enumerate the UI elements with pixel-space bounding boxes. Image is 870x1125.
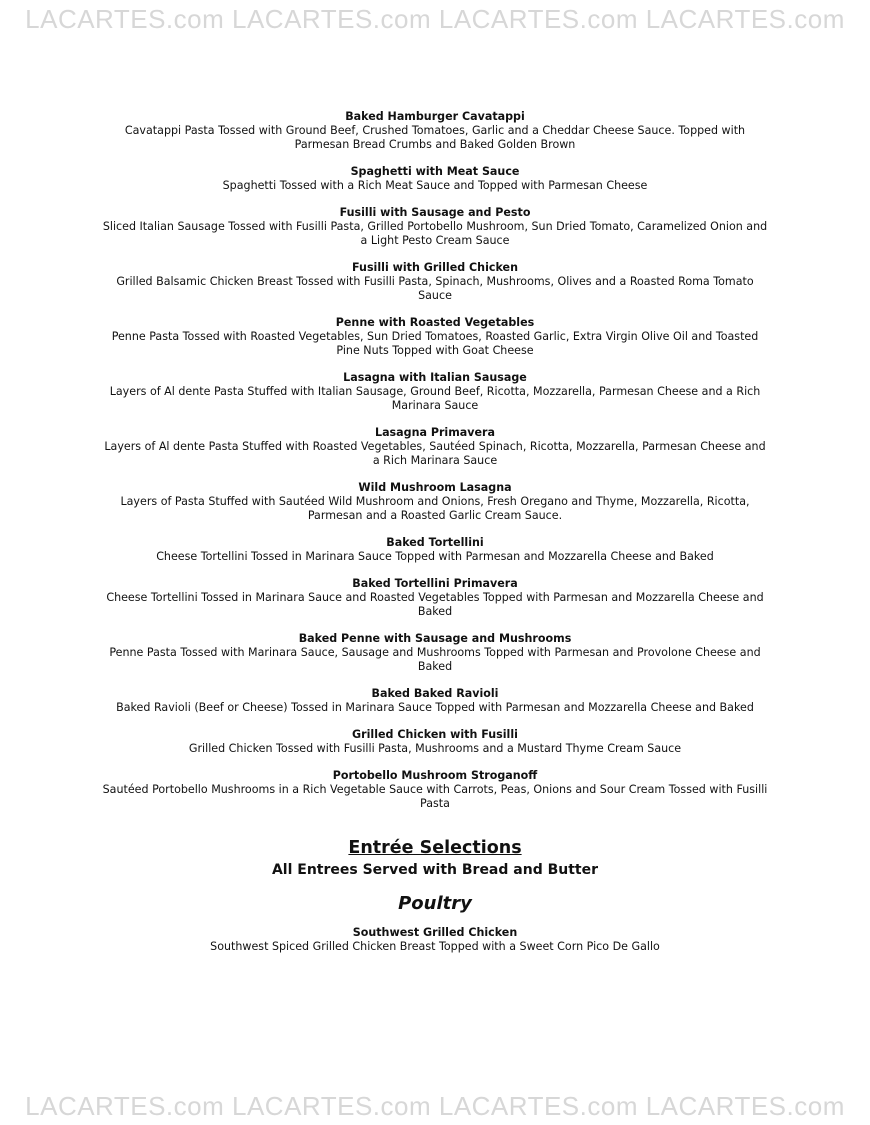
menu-item-description: Baked Ravioli (Beef or Cheese) Tossed in Marinara Sauce Topped with Parmesan and Mozzarella Cheese and Baked <box>116 701 754 714</box>
menu-page <box>100 110 770 967</box>
menu-item-name: Fusilli with Sausage and Pesto <box>339 206 531 219</box>
menu-item-name: Portobello Mushroom Stroganoff <box>332 769 538 782</box>
menu-item <box>100 206 770 248</box>
menu-item-name: Spaghetti with Meat Sauce <box>350 165 520 178</box>
menu-item-description: Grilled Balsamic Chicken Breast Tossed with Fusilli Pasta, Spinach, Mushrooms, Olives and a Roasted Roma Tomato Sauce <box>116 275 754 302</box>
menu-item <box>100 110 770 152</box>
menu-item <box>100 728 770 756</box>
menu-item-description: Layers of Al dente Pasta Stuffed with Italian Sausage, Ground Beef, Ricotta, Mozzarella, Parmesan Cheese and a Rich Marinara Sauce <box>109 385 761 412</box>
menu-item <box>100 316 770 358</box>
menu-item-description: Grilled Chicken Tossed with Fusilli Pasta, Mushrooms and a Mustard Thyme Cream Sauce <box>188 742 682 755</box>
section-title: Entrée Selections <box>348 838 522 858</box>
menu-item-description: Cheese Tortellini Tossed in Marinara Sauce and Roasted Vegetables Topped with Parmesan and Mozzarella Cheese and Baked <box>106 591 764 618</box>
menu-item-name: Baked Baked Ravioli <box>371 687 499 700</box>
menu-item-description: Cheese Tortellini Tossed in Marinara Sauce Topped with Parmesan and Mozzarella Cheese and Baked <box>156 550 714 563</box>
menu-item <box>100 769 770 811</box>
pasta-list <box>100 110 770 811</box>
category-heading-poultry: Poultry <box>398 893 472 914</box>
menu-item-name: Penne with Roasted Vegetables <box>335 316 535 329</box>
menu-item-description: Layers of Pasta Stuffed with Sautéed Wild Mushroom and Onions, Fresh Oregano and Thyme, Mozzarella, Ricotta, Parmesan and a Roasted Garlic Cream Sauce. <box>120 495 750 522</box>
menu-item-description: Penne Pasta Tossed with Roasted Vegetables, Sun Dried Tomatoes, Roasted Garlic, Extra Virgin Olive Oil and Toasted Pine Nuts Topped with Goat Cheese <box>111 330 759 357</box>
menu-item-name: Fusilli with Grilled Chicken <box>352 261 518 274</box>
menu-item-name: Baked Penne with Sausage and Mushrooms <box>298 632 572 645</box>
menu-item <box>100 926 770 954</box>
menu-item <box>100 426 770 468</box>
menu-item-description: Southwest Spiced Grilled Chicken Breast Topped with a Sweet Corn Pico De Gallo <box>210 940 660 953</box>
section-subtitle: All Entrees Served with Bread and Butter <box>271 862 599 878</box>
watermark-bottom: LACARTES.com LACARTES.com LACARTES.com LACARTES.com <box>25 1091 845 1121</box>
menu-item <box>100 536 770 564</box>
menu-item-description: Spaghetti Tossed with a Rich Meat Sauce and Topped with Parmesan Cheese <box>222 179 648 192</box>
menu-item <box>100 481 770 523</box>
menu-item <box>100 687 770 715</box>
menu-item-description: Sliced Italian Sausage Tossed with Fusilli Pasta, Grilled Portobello Mushroom, Sun Dried Tomato, Caramelized Onion and a Light Pesto Cream Sauce <box>102 220 768 247</box>
menu-item-name: Lasagna Primavera <box>375 426 495 439</box>
watermark-top: LACARTES.com LACARTES.com LACARTES.com LACARTES.com <box>25 4 845 34</box>
menu-item-name: Southwest Grilled Chicken <box>352 926 518 939</box>
menu-item-name: Grilled Chicken with Fusilli <box>352 728 518 741</box>
menu-item <box>100 577 770 619</box>
menu-item <box>100 165 770 193</box>
menu-item-name: Lasagna with Italian Sausage <box>343 371 527 384</box>
menu-item-name: Baked Hamburger Cavatappi <box>345 110 525 123</box>
menu-item <box>100 371 770 413</box>
menu-item-description: Penne Pasta Tossed with Marinara Sauce, Sausage and Mushrooms Topped with Parmesan and Provolone Cheese and Baked <box>109 646 761 673</box>
entree-list <box>100 926 770 954</box>
menu-item-name: Wild Mushroom Lasagna <box>358 481 512 494</box>
menu-item-description: Layers of Al dente Pasta Stuffed with Roasted Vegetables, Sautéed Spinach, Ricotta, Mozzarella, Parmesan Cheese and a Rich Marinara Sauce <box>104 440 766 467</box>
menu-item <box>100 632 770 674</box>
menu-item-description: Cavatappi Pasta Tossed with Ground Beef, Crushed Tomatoes, Garlic and a Cheddar Cheese Sauce. Topped with Parmesan Bread Crumbs and Baked Golden Brown <box>124 124 746 151</box>
menu-item-name: Baked Tortellini Primavera <box>352 577 518 590</box>
menu-item <box>100 261 770 303</box>
menu-item-name: Baked Tortellini <box>386 536 484 549</box>
menu-item-description: Sautéed Portobello Mushrooms in a Rich Vegetable Sauce with Carrots, Peas, Onions and Sour Cream Tossed with Fusilli Pasta <box>102 783 768 810</box>
